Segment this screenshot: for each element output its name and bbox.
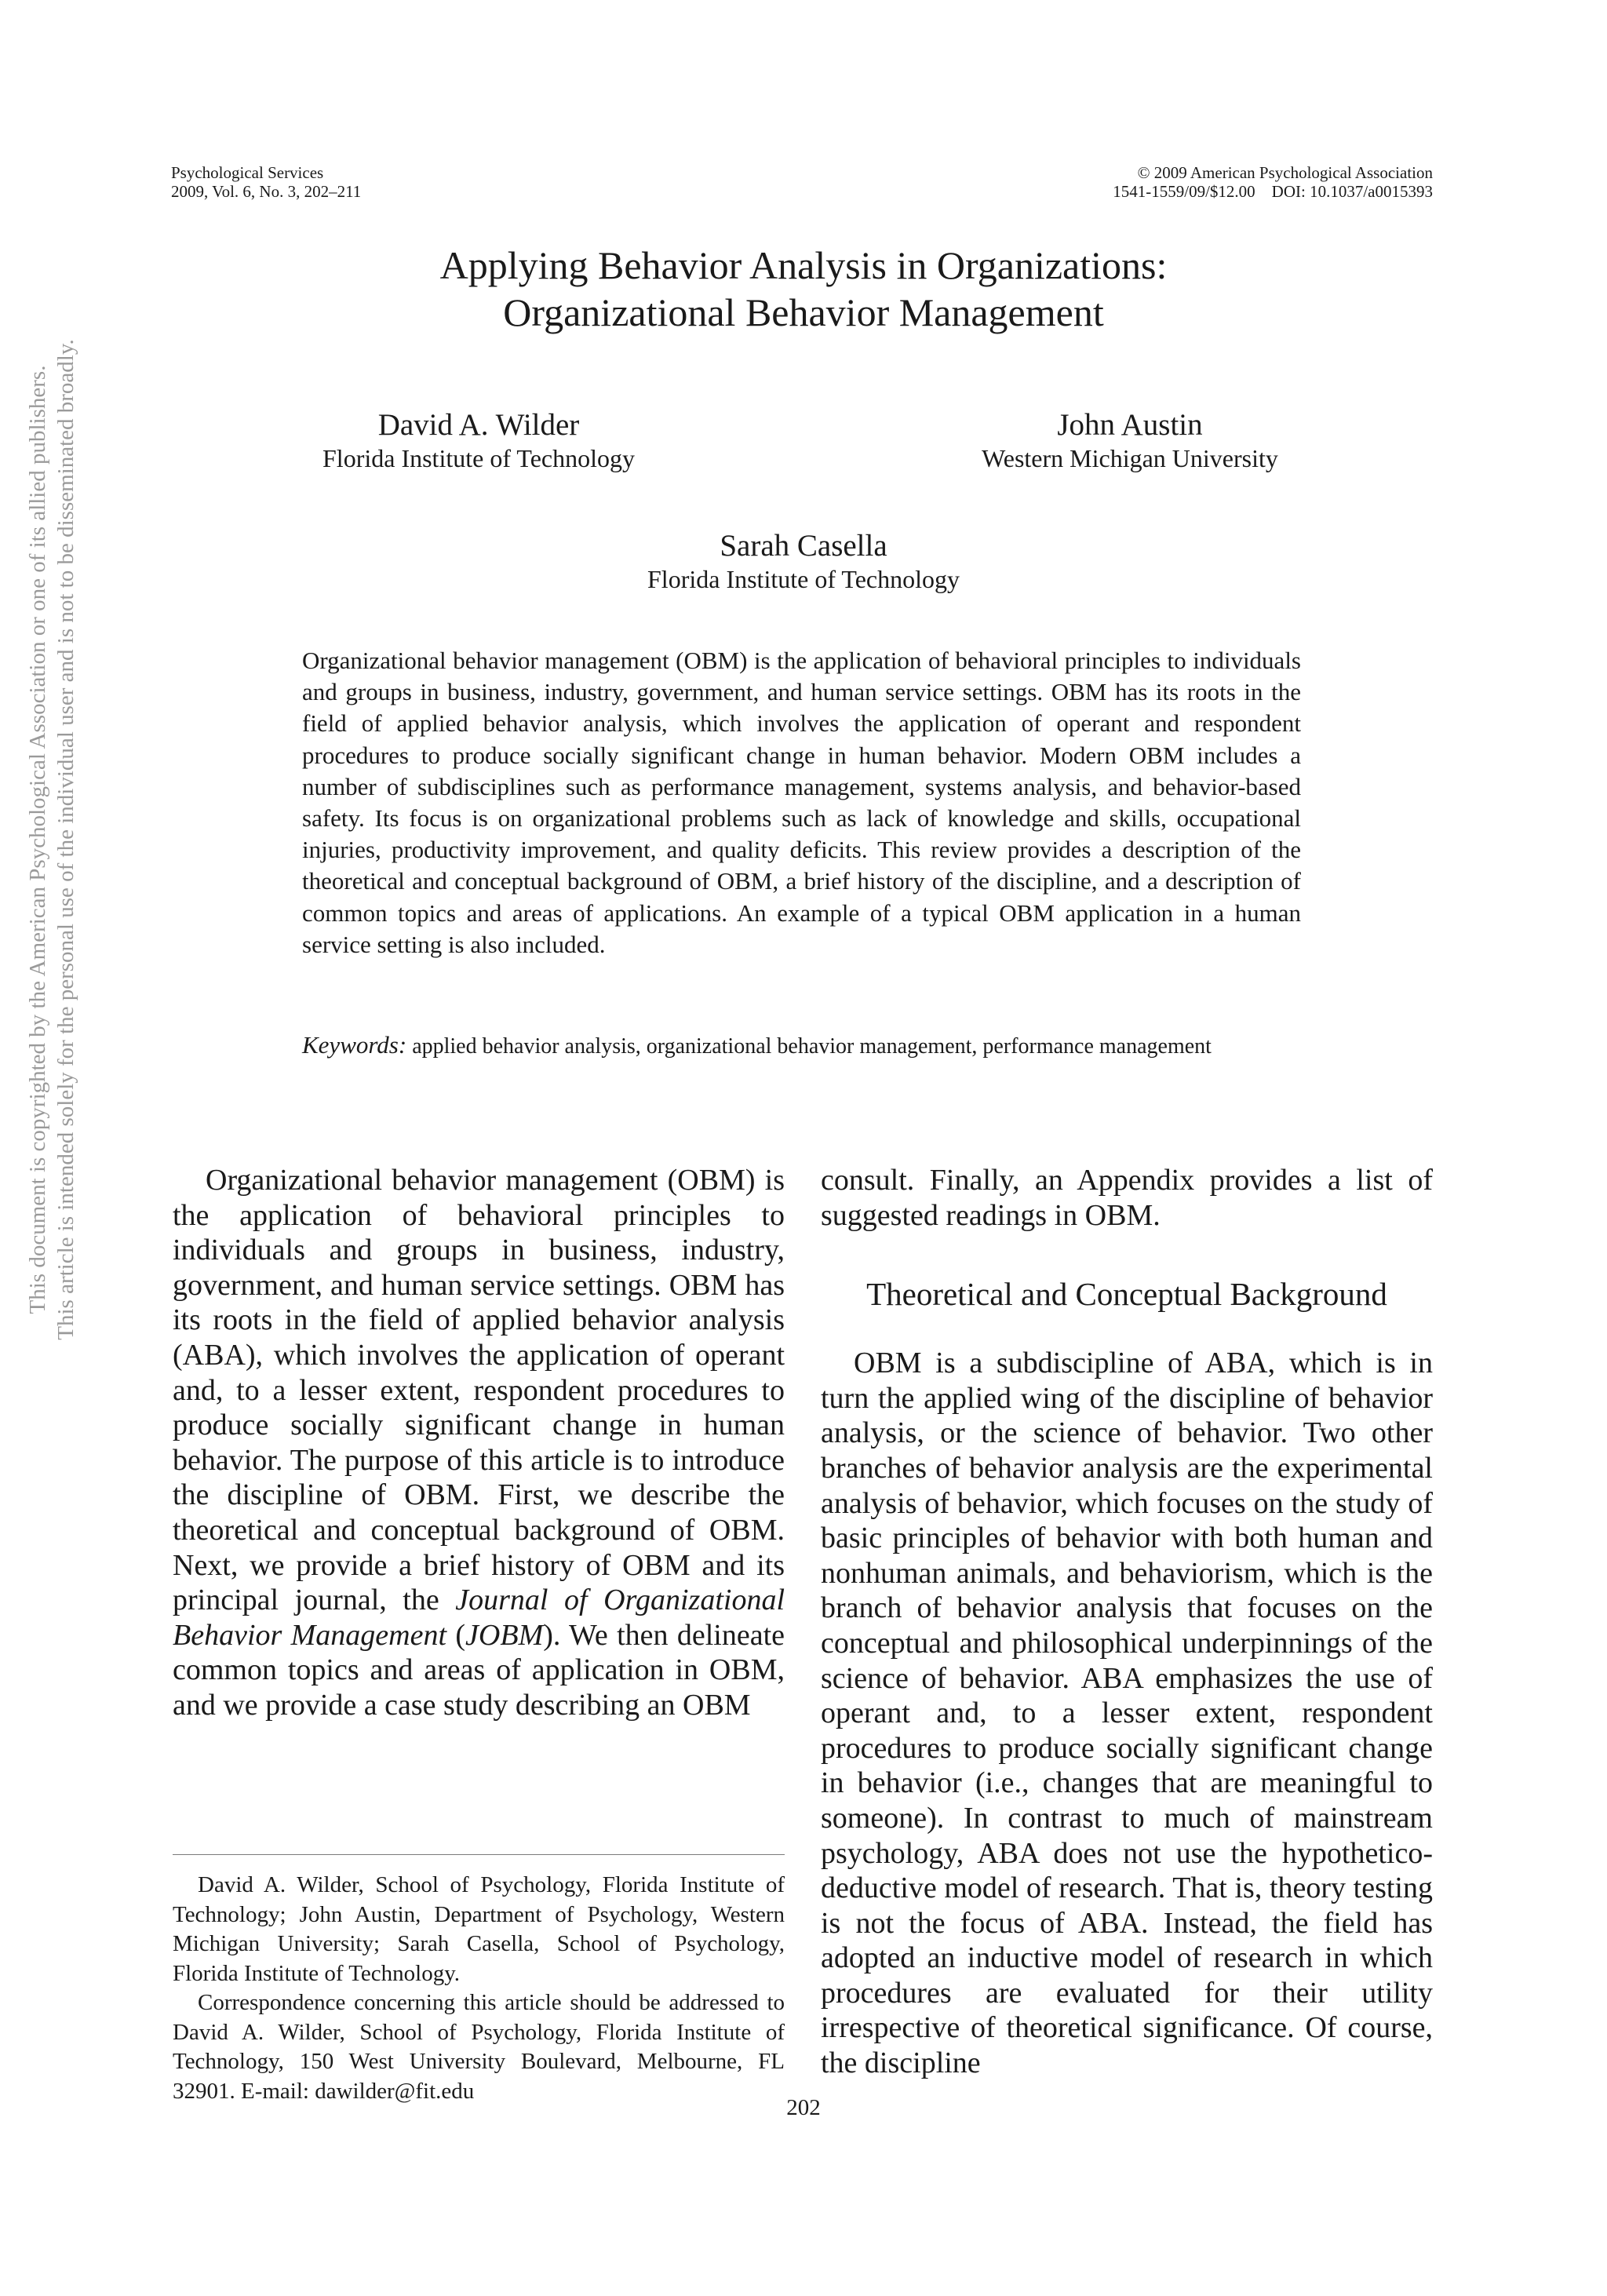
section-paragraph: OBM is a subdiscipline of ABA, which is in turn the applied wing of the discipline of behavior analysis, or the science of behavior. Two other branches of behavior analysis are the experimental analysis of behavior, which focuses on the study of basic principles of behavior with both human and nonhuman animals, and behaviorism, which is the branch of behavior analysis that focuses on the conceptual and philosophical underpinnings of the science of behavior. ABA emphasizes the use of operant and, to a lesser extent, respondent procedures to produce socially significant change in behavior (i.e., changes that are meaningful to someone). In contrast to much of mainstream psychology, ABA does not use the hypothetico-deductive model of research. That is, theory testing is not the focus of ABA. Instead, the field has adopted an inductive model of research in which procedures are evaluated for their utility irrespective of theoretical significance. Of course, the discipline: [821, 1347, 1433, 2080]
author-name: John Austin: [1057, 408, 1203, 442]
journal-title-italic: Journal of Organizational Behavior Management: [173, 1584, 785, 1652]
body-column-right: [821, 1163, 1433, 2081]
copyright-watermark: [24, 251, 99, 1428]
doi-line: 1541-1559/09/$12.00 DOI: 10.1037/a0015393: [1113, 182, 1433, 201]
section-heading: Theoretical and Conceptual Background: [866, 1276, 1387, 1313]
journal-citation: 2009, Vol. 6, No. 3, 202–211: [171, 182, 362, 201]
intro-text: Organizational behavior management (OBM) is the application of behavioral principles to individuals and groups in business, industry, government, and human service settings. OBM has its roots in the field of applied behavior analysis (ABA), which involves the application of operant and, to a lesser extent, respondent procedures to produce socially significant change in human behavior. The purpose of this article is to introduce the discipline of OBM. First, we describe the theoretical and conceptual background of OBM. Next, we provide a brief history of OBM and its principal journal, the: [173, 1164, 785, 1617]
page-number: 202: [786, 2095, 821, 2120]
author-block-1: [282, 408, 675, 474]
journal-name: Psychological Services: [171, 163, 324, 182]
running-header-right: [942, 163, 1433, 201]
intro-continued: consult. Finally, an Appendix provides a list of suggested readings in OBM.: [821, 1164, 1433, 1232]
author-block-3: [568, 529, 1039, 595]
title-line-1: Applying Behavior Analysis in Organizations:: [439, 243, 1168, 287]
copyright-notice: © 2009 American Psychological Association: [1137, 163, 1433, 182]
footnote-divider: [173, 1854, 785, 1855]
keywords: [302, 1030, 1301, 1062]
footnote-correspondence: Correspondence concerning this article should be addressed to David A. Wilder, School of Psychology, Florida Institute of Technology, 150 West University Boulevard, Melbourne, FL 32901. E-mail: dawilder@fit.edu: [173, 1990, 785, 2104]
watermark-line-1: This document is copyrighted by the American Psychological Association or one of its allied publishers.: [25, 365, 50, 1314]
title-line-2: Organizational Behavior Management: [503, 290, 1104, 334]
intro-text: (: [446, 1618, 466, 1652]
watermark-line-2: This article is intended solely for the personal use of the individual user and is not to be disseminated broadly.: [53, 339, 78, 1340]
body-column-left: [173, 1163, 785, 1723]
abstract: Organizational behavior management (OBM) is the application of behavioral principles to individuals and groups in business, industry, government, and human service settings. OBM has its roots in the field of applied behavior analysis, which involves the application of operant and respondent procedures to produce socially significant change in human behavior. Modern OBM includes a number of subdisciplines such as performance management, systems analysis, and behavior-based safety. Its focus is on organizational problems such as lack of knowledge and skills, occupational injuries, productivity improvement, and quality deficits. This review provides a description of the theoretical and conceptual background of OBM, a brief history of the discipline, and a description of common topics and areas of applications. An example of a typical OBM application in a human service setting is also included.: [302, 647, 1301, 958]
author-name: Sarah Casella: [720, 529, 887, 563]
running-header-left: [171, 163, 720, 201]
article-title: [204, 242, 1403, 336]
keywords-text: applied behavior analysis, organizational behavior management, performance management: [412, 1034, 1212, 1059]
author-affiliation: Florida Institute of Technology: [322, 444, 635, 472]
author-affiliation: Florida Institute of Technology: [647, 565, 960, 593]
author-name: David A. Wilder: [377, 408, 580, 442]
author-block-2: [918, 408, 1342, 474]
footnote-affiliations: David A. Wilder, School of Psychology, Florida Institute of Technology; John Austin, Department of Psychology, Western Michigan University; Sarah Casella, School of Psychology, Florida Institute of Technology.: [173, 1872, 785, 1986]
author-note: [173, 1871, 785, 2106]
author-affiliation: Western Michigan University: [982, 444, 1278, 472]
intro-paragraph: [173, 1163, 785, 1723]
jobm-abbreviation: JOBM: [465, 1618, 544, 1652]
intro-text: ). We then delineate common topics and areas of application in OBM, and we provide a case study describing an OBM: [173, 1618, 785, 1722]
keywords-label: Keywords:: [302, 1031, 407, 1059]
